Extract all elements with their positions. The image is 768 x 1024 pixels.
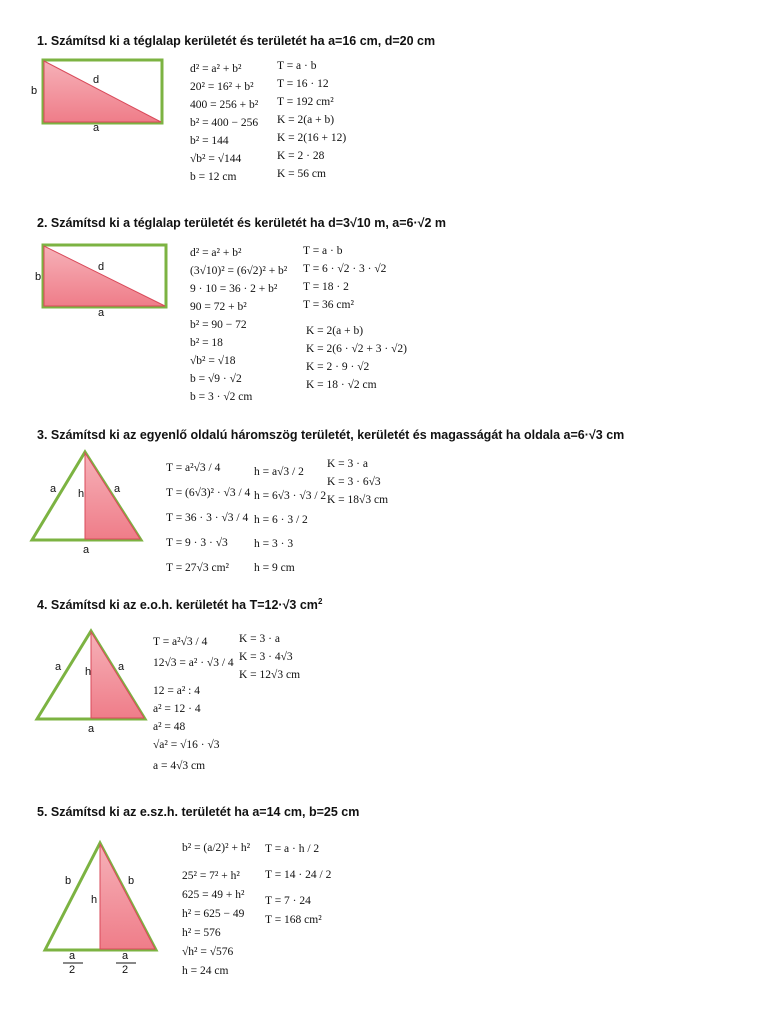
p3-c3-line: K = 18√3 cm <box>327 494 389 506</box>
p5-col1 <box>182 838 250 980</box>
p1-c2-line: K = 2(a + b) <box>277 114 335 126</box>
p2-c3-line: K = 18 · √2 cm <box>306 379 377 391</box>
p3-c2-line: h = 6√3 · √3 / 2 <box>254 490 327 502</box>
problem-3-title: 3. Számítsd ki az egyenlő oldalú háromszög területét, kerületét és magasságát ha oldala a=6·√3 cm <box>37 428 625 442</box>
fig5-label-half-num-left: a <box>69 950 76 962</box>
fig3-label-a-bottom: a <box>83 544 90 556</box>
fig4-label-a-bottom: a <box>88 723 95 735</box>
p1-c1-line: 20² = 16² + b² <box>190 81 254 93</box>
p4-c1-line: a = 4√3 cm <box>153 760 206 772</box>
fig5-label-h: h <box>91 894 98 906</box>
p3-col1 <box>166 456 250 581</box>
p1-c1-line: 400 = 256 + b² <box>190 99 259 111</box>
p2-c2-line: T = 6 · √2 · 3 · √2 <box>303 263 387 275</box>
fig5-label-half-den-left: 2 <box>69 964 76 976</box>
p2-c1-line: b = 3 · √2 cm <box>190 391 253 403</box>
fig4-label-h: h <box>85 666 92 678</box>
p4-c1-line: √a² = √16 · √3 <box>153 739 220 751</box>
fig1-label-d: d <box>93 74 100 86</box>
p4-c1-line: 12√3 = a² · √3 / 4 <box>153 657 234 669</box>
p1-c1-line: d² = a² + b² <box>190 63 242 75</box>
fig2-label-a: a <box>98 307 105 319</box>
p4-c2-line: K = 3 · 4√3 <box>239 651 293 663</box>
p4-col1 <box>153 632 234 777</box>
fig3-label-a-right: a <box>114 483 121 495</box>
p3-c3-line: K = 3 · 6√3 <box>327 476 381 488</box>
rectangle-figure-1 <box>43 60 162 123</box>
p2-c1-line: 90 = 72 + b² <box>190 301 247 313</box>
fig1-label-b: b <box>31 85 38 97</box>
fig2-label-d: d <box>98 261 105 273</box>
fig1-label-a: a <box>93 122 100 134</box>
p4-col2 <box>239 630 300 684</box>
p4-c1-line: a² = 48 <box>153 721 186 733</box>
p1-c2-line: T = a · b <box>277 60 317 72</box>
p4-c1-line: T = a²√3 / 4 <box>153 636 208 648</box>
p2-c2-line: T = 18 · 2 <box>303 281 349 293</box>
p3-c2-line: h = 3 · 3 <box>254 538 294 550</box>
p2-c1-line: d² = a² + b² <box>190 247 242 259</box>
p5-c1-line: h = 24 cm <box>182 965 229 977</box>
p3-c1-line: T = 9 · 3 · √3 <box>166 537 228 549</box>
fig5-label-b-right: b <box>128 875 135 887</box>
p1-c2-line: K = 2 · 28 <box>277 150 325 162</box>
p3-col3 <box>327 455 388 509</box>
p4-c2-line: K = 3 · a <box>239 633 280 645</box>
p3-c1-line: T = (6√3)² · √3 / 4 <box>166 487 251 499</box>
p1-c2-line: T = 16 · 12 <box>277 78 329 90</box>
p2-c1-line: b = √9 · √2 <box>190 373 242 385</box>
p3-c2-line: h = a√3 / 2 <box>254 466 304 478</box>
p2-c1-line: 9 · 10 = 36 · 2 + b² <box>190 283 278 295</box>
problem-4-title-sup: 2 <box>317 597 323 606</box>
p1-col2 <box>277 57 346 183</box>
p1-c1-line: b² = 144 <box>190 135 229 147</box>
fig4-label-a-left: a <box>55 661 62 673</box>
rectangle-figure-2 <box>43 245 166 307</box>
problem-2-title: 2. Számítsd ki a téglalap területét és kerületét ha d=3√10 m, a=6·√2 m <box>37 216 447 230</box>
p3-c1-line: T = 36 · 3 · √3 / 4 <box>166 512 249 524</box>
p1-c1-line: √b² = √144 <box>190 153 242 165</box>
p5-c1-line: b² = (a/2)² + h² <box>182 842 251 854</box>
p3-col2 <box>254 460 326 580</box>
p2-c2-line: T = 36 cm² <box>303 299 354 311</box>
p4-c1-line: 12 = a² : 4 <box>153 685 200 697</box>
p2-c1-line: (3√10)² = (6√2)² + b² <box>190 265 288 277</box>
p3-c1-line: T = 27√3 cm² <box>166 562 229 574</box>
problem-1-title: 1. Számítsd ki a téglalap kerületét és területét ha a=16 cm, d=20 cm <box>37 34 436 48</box>
p2-col2 <box>303 242 386 314</box>
fig5-label-b-left: b <box>65 875 72 887</box>
p2-c3-line: K = 2(6 · √2 + 3 · √2) <box>306 343 407 355</box>
p5-c1-line: h² = 576 <box>182 927 221 939</box>
p5-c1-line: 25² = 7² + h² <box>182 870 240 882</box>
p2-c3-line: K = 2(a + b) <box>306 325 364 337</box>
p2-c1-line: √b² = √18 <box>190 355 236 367</box>
fig2-label-b: b <box>35 271 42 283</box>
fig5-label-half-den-right: 2 <box>122 964 129 976</box>
p4-c2-line: K = 12√3 cm <box>239 669 301 681</box>
p2-c1-line: b² = 90 − 72 <box>190 319 247 331</box>
p1-c2-line: K = 56 cm <box>277 168 326 180</box>
p5-c1-line: √h² = √576 <box>182 946 234 958</box>
p3-c1-line: T = a²√3 / 4 <box>166 462 221 474</box>
problem-5-title: 5. Számítsd ki az e.sz.h. területét ha a=14 cm, b=25 cm <box>37 805 360 819</box>
p3-c3-line: K = 3 · a <box>327 458 368 470</box>
p1-c1-line: b = 12 cm <box>190 171 237 183</box>
p1-col1 <box>190 60 258 186</box>
p2-c2-line: T = a · b <box>303 245 343 257</box>
p5-c1-line: h² = 625 − 49 <box>182 908 245 920</box>
fig3-label-a-left: a <box>50 483 57 495</box>
p1-c1-line: b² = 400 − 256 <box>190 117 259 129</box>
p4-c1-line: a² = 12 · 4 <box>153 703 201 715</box>
fig3-label-h: h <box>78 488 85 500</box>
triangle-figure-3 <box>32 452 141 540</box>
p3-c2-line: h = 6 · 3 / 2 <box>254 514 308 526</box>
p5-c2-line: T = 168 cm² <box>265 914 322 926</box>
fig4-label-a-right: a <box>118 661 125 673</box>
p2-c3-line: K = 2 · 9 · √2 <box>306 361 370 373</box>
p3-c2-line: h = 9 cm <box>254 562 295 574</box>
problem-4-title-text: 4. Számítsd ki az e.o.h. kerületét ha T=12·√3 cm <box>37 598 318 613</box>
p5-c2-line: T = 14 · 24 / 2 <box>265 869 332 881</box>
p5-c2-line: T = 7 · 24 <box>265 895 311 907</box>
p5-c1-line: 625 = 49 + h² <box>182 889 245 901</box>
triangle-figure-5 <box>45 843 156 963</box>
fig5-label-half-num-right: a <box>122 950 129 962</box>
p1-c2-line: K = 2(16 + 12) <box>277 132 347 144</box>
p2-c1-line: b² = 18 <box>190 337 223 349</box>
p2-col3 <box>306 322 407 394</box>
p5-c2-line: T = a · h / 2 <box>265 843 320 855</box>
p1-c2-line: T = 192 cm² <box>277 96 334 108</box>
p2-col1 <box>190 244 287 406</box>
p5-col2 <box>265 838 331 928</box>
